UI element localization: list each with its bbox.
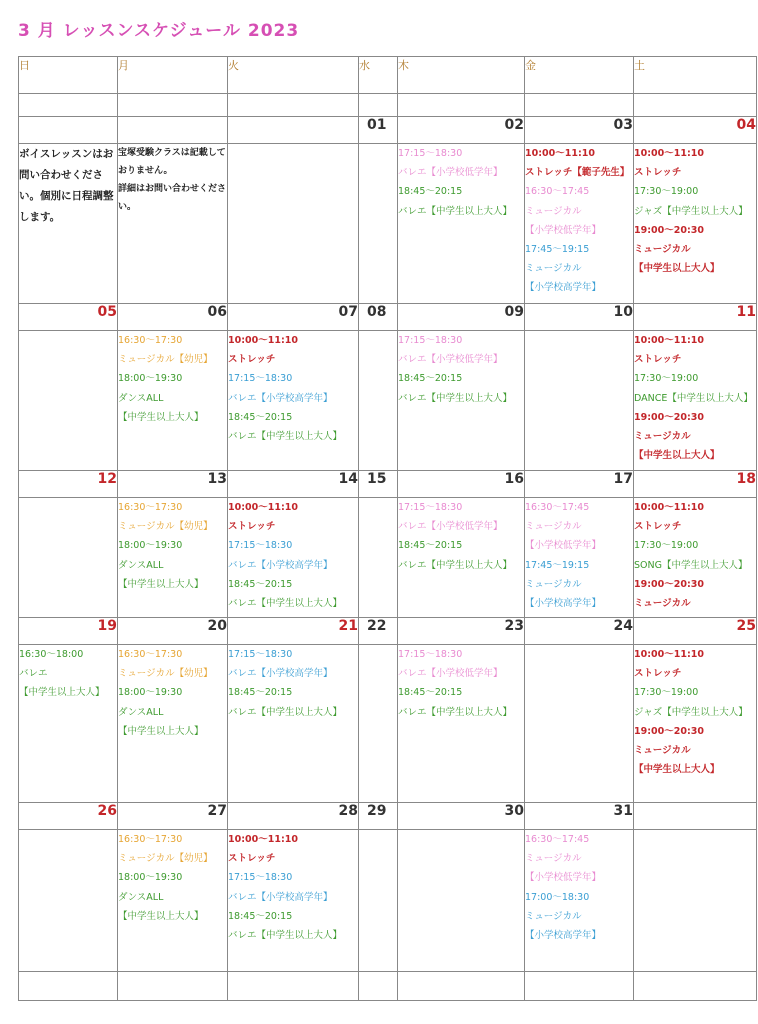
day-cell — [359, 331, 398, 471]
lesson-entry: 18:45〜20:15 — [228, 687, 293, 699]
date-number: 14 — [228, 471, 359, 498]
lesson-entry: 18:00〜19:30 — [118, 540, 183, 552]
day-cell — [634, 830, 757, 972]
lesson-entry: ダンスALL — [118, 706, 164, 718]
lesson-entry: DANCE【中学生以上大人】 — [634, 392, 753, 404]
lesson-entry: 【小学校低学年】 — [525, 540, 602, 552]
lesson-entry: バレエ【中学生以上大人】 — [398, 559, 513, 571]
day-cell — [118, 645, 228, 803]
date-number: 06 — [118, 304, 228, 331]
lesson-entry: 17:30〜19:00 — [634, 186, 699, 198]
date-number — [228, 117, 359, 144]
schedule-row — [19, 830, 757, 972]
date-number: 30 — [398, 803, 525, 830]
lesson-entry: 10:00〜11:10 — [228, 834, 298, 845]
lesson-entry: 18:00〜19:30 — [118, 872, 183, 884]
lesson-entry: 16:30〜18:00 — [19, 649, 84, 660]
day-cell — [228, 331, 359, 471]
takarazuka-note: 宝塚受験クラスは記載しておりません。 — [118, 148, 226, 176]
schedule-row — [19, 144, 757, 304]
lesson-entry: 19:00〜20:30 — [634, 578, 704, 590]
date-number: 31 — [525, 803, 634, 830]
day-cell — [525, 331, 634, 471]
date-number — [19, 117, 118, 144]
day-cell — [359, 498, 398, 618]
spacer-row — [19, 94, 757, 117]
date-number: 25 — [634, 618, 757, 645]
lesson-entry: バレエ【小学校高学年】 — [228, 891, 333, 903]
day-cell — [19, 645, 118, 803]
lesson-entry: バレエ【小学校高学年】 — [228, 668, 333, 680]
lesson-entry: 【中学生以上大人】 — [118, 578, 204, 590]
date-number: 16 — [398, 471, 525, 498]
lesson-entry: 16:30〜17:45 — [525, 186, 590, 198]
date-number: 20 — [118, 618, 228, 645]
weekday-wed: 水 — [359, 57, 398, 94]
weekday-tue: 火 — [228, 57, 359, 94]
lesson-entry: 17:45〜19:15 — [525, 559, 590, 571]
lesson-entry: 17:15〜18:30 — [398, 649, 463, 660]
date-row — [19, 304, 757, 331]
lesson-entry: ミュージカル — [634, 598, 691, 610]
day-cell — [525, 645, 634, 803]
date-number: 21 — [228, 618, 359, 645]
lesson-entry: バレエ【中学生以上大人】 — [228, 598, 343, 610]
lesson-entry: バレエ【中学生以上大人】 — [398, 706, 513, 718]
calendar-table — [18, 56, 757, 1001]
lesson-entry: 10:00〜11:10 — [634, 335, 704, 346]
lesson-entry: ストレッチ — [634, 354, 682, 366]
lesson-entry: ジャズ【中学生以上大人】 — [634, 205, 748, 217]
weekday-thu: 木 — [398, 57, 525, 94]
lesson-entry: ミュージカル — [525, 263, 582, 275]
lesson-entry: 【小学校高学年】 — [525, 282, 602, 294]
date-number: 26 — [19, 803, 118, 830]
lesson-entry: バレエ【小学校高学年】 — [228, 559, 333, 571]
day-cell — [359, 830, 398, 972]
schedule-row — [19, 498, 757, 618]
lesson-entry: 17:30〜19:00 — [634, 373, 699, 385]
lesson-entry: 16:30〜17:30 — [118, 834, 183, 845]
day-cell — [634, 498, 757, 618]
day-cell — [525, 830, 634, 972]
lesson-entry: 16:30〜17:45 — [525, 834, 590, 845]
lesson-entry: 16:30〜17:30 — [118, 502, 183, 513]
day-cell — [634, 144, 757, 304]
lesson-entry: ミュージカル【幼児】 — [118, 521, 213, 533]
lesson-entry: ダンスALL — [118, 891, 164, 903]
date-number: 03 — [525, 117, 634, 144]
lesson-entry: 【中学生以上大人】 — [118, 411, 204, 423]
lesson-entry: ストレッチ — [634, 167, 682, 179]
schedule-row — [19, 331, 757, 471]
date-number: 07 — [228, 304, 359, 331]
weekday-header-row — [19, 57, 757, 94]
day-cell — [634, 645, 757, 803]
date-number: 10 — [525, 304, 634, 331]
weekday-sat: 土 — [634, 57, 757, 94]
date-number — [634, 803, 757, 830]
lesson-entry: 18:45〜20:15 — [398, 687, 463, 699]
lesson-entry: 17:15〜18:30 — [398, 502, 463, 513]
takarazuka-note: 詳細はお問い合わせください。 — [118, 184, 227, 212]
lesson-entry: 18:45〜20:15 — [398, 186, 463, 198]
lesson-entry: 18:00〜19:30 — [118, 373, 183, 385]
date-number: 22 — [359, 618, 398, 645]
lesson-entry: 【中学生以上大人】 — [118, 725, 204, 737]
lesson-entry: 【中学生以上大人】 — [19, 687, 105, 699]
lesson-entry: 16:30〜17:45 — [525, 502, 590, 513]
lesson-entry: 18:45〜20:15 — [398, 540, 463, 552]
day-cell — [398, 331, 525, 471]
lesson-entry: ストレッチ — [634, 668, 682, 680]
lesson-entry: ミュージカル【幼児】 — [118, 853, 213, 865]
lesson-entry: バレエ【中学生以上大人】 — [228, 930, 343, 942]
lesson-entry: 17:15〜18:30 — [228, 649, 293, 660]
date-number: 17 — [525, 471, 634, 498]
lesson-entry: SONG【中学生以上大人】 — [634, 559, 748, 571]
day-cell — [398, 144, 525, 304]
day-cell — [634, 331, 757, 471]
lesson-entry: ミュージカル【幼児】 — [118, 354, 213, 366]
lesson-entry: ダンスALL — [118, 392, 164, 404]
lesson-entry: ストレッチ — [228, 354, 276, 366]
lesson-entry: バレエ【中学生以上大人】 — [228, 431, 343, 443]
lesson-entry: ミュージカル【幼児】 — [118, 668, 213, 680]
lesson-entry: 【中学生以上大人】 — [634, 263, 720, 275]
lesson-entry: 10:00〜11:10 — [634, 148, 704, 159]
weekday-mon: 月 — [118, 57, 228, 94]
day-cell — [19, 830, 118, 972]
lesson-entry: バレエ【小学校低学年】 — [398, 167, 503, 179]
lesson-entry: 【小学校高学年】 — [525, 598, 602, 610]
lesson-entry: 17:15〜18:30 — [398, 148, 463, 159]
day-cell — [118, 331, 228, 471]
lesson-entry: 17:15〜18:30 — [398, 335, 463, 346]
date-number: 04 — [634, 117, 757, 144]
day-cell — [525, 498, 634, 618]
lesson-entry: ストレッチ — [228, 521, 276, 533]
lesson-entry: バレエ【小学校低学年】 — [398, 668, 503, 680]
date-number: 15 — [359, 471, 398, 498]
day-cell — [19, 331, 118, 471]
date-number: 18 — [634, 471, 757, 498]
date-row — [19, 803, 757, 830]
lesson-entry: 【中学生以上大人】 — [118, 910, 204, 922]
date-number: 12 — [19, 471, 118, 498]
lesson-entry: 18:45〜20:15 — [228, 910, 293, 922]
date-row — [19, 471, 757, 498]
lesson-entry: 10:00〜11:10 — [634, 502, 704, 513]
lesson-entry: ミュージカル — [525, 578, 582, 590]
lesson-entry: 17:15〜18:30 — [228, 540, 293, 552]
date-number: 28 — [228, 803, 359, 830]
lesson-entry: バレエ【小学校低学年】 — [398, 521, 503, 533]
lesson-entry: ストレッチ — [228, 853, 276, 865]
lesson-entry: バレエ【中学生以上大人】 — [398, 392, 513, 404]
lesson-entry: 【中学生以上大人】 — [634, 764, 720, 776]
lesson-entry: ストレッチ — [634, 521, 682, 533]
lesson-entry: ミュージカル — [634, 244, 691, 256]
day-cell — [398, 645, 525, 803]
day-cell — [19, 498, 118, 618]
lesson-entry: 16:30〜17:30 — [118, 335, 183, 346]
lesson-entry: 17:00〜18:30 — [525, 891, 590, 903]
weekday-sun: 日 — [19, 57, 118, 94]
lesson-entry: 17:15〜18:30 — [228, 373, 293, 385]
date-number: 23 — [398, 618, 525, 645]
voice-lesson-note: ボイスレッスンはお問い合わせください。個別に日程調整します。 — [19, 148, 114, 223]
day-cell — [359, 144, 398, 304]
day-cell — [118, 498, 228, 618]
date-number: 24 — [525, 618, 634, 645]
lesson-entry: 18:45〜20:15 — [228, 411, 293, 423]
lesson-entry: ダンスALL — [118, 559, 164, 571]
lesson-entry: 19:00〜20:30 — [634, 411, 704, 423]
lesson-entry: 【中学生以上大人】 — [634, 450, 720, 462]
weekday-fri: 金 — [525, 57, 634, 94]
date-number: 13 — [118, 471, 228, 498]
lesson-entry: 17:45〜19:15 — [525, 244, 590, 256]
date-number: 02 — [398, 117, 525, 144]
lesson-entry: ミュージカル — [525, 910, 582, 922]
lesson-entry: 10:00〜11:10 — [634, 649, 704, 660]
schedule-row — [19, 645, 757, 803]
date-number: 09 — [398, 304, 525, 331]
lesson-entry: 19:00〜20:30 — [634, 725, 704, 737]
lesson-entry: 19:00〜20:30 — [634, 224, 704, 236]
lesson-entry: バレエ【小学校高学年】 — [228, 392, 333, 404]
lesson-entry: バレエ — [19, 668, 48, 680]
lesson-entry: バレエ【小学校低学年】 — [398, 354, 503, 366]
date-number: 27 — [118, 803, 228, 830]
date-row — [19, 618, 757, 645]
lesson-entry: 18:45〜20:15 — [228, 578, 293, 590]
lesson-entry: ストレッチ【範子先生】 — [525, 167, 630, 179]
day-cell — [228, 498, 359, 618]
date-number: 29 — [359, 803, 398, 830]
date-row — [19, 117, 757, 144]
lesson-entry: ミュージカル — [634, 745, 691, 757]
trailing-row — [19, 972, 757, 1001]
lesson-entry: 18:45〜20:15 — [398, 373, 463, 385]
date-number — [118, 117, 228, 144]
day-cell — [228, 830, 359, 972]
lesson-entry: ジャズ【中学生以上大人】 — [634, 706, 748, 718]
page-title: 3 月 レッスンスケジュール 2023 — [18, 21, 300, 41]
lesson-entry: ミュージカル — [634, 431, 691, 443]
lesson-entry: 17:30〜19:00 — [634, 687, 699, 699]
lesson-entry: 10:00〜11:10 — [525, 148, 595, 159]
day-cell — [398, 498, 525, 618]
lesson-entry: ミュージカル — [525, 205, 582, 217]
lesson-entry: 【小学校低学年】 — [525, 224, 602, 236]
date-number: 19 — [19, 618, 118, 645]
lesson-entry: 16:30〜17:30 — [118, 649, 183, 660]
date-number: 05 — [19, 304, 118, 331]
date-number: 08 — [359, 304, 398, 331]
lesson-entry: ミュージカル — [525, 521, 582, 533]
lesson-entry: 17:15〜18:30 — [228, 872, 293, 884]
day-cell — [228, 645, 359, 803]
day-cell — [359, 645, 398, 803]
lesson-entry: バレエ【中学生以上大人】 — [228, 706, 343, 718]
lesson-entry: 18:00〜19:30 — [118, 687, 183, 699]
lesson-entry: 【小学校高学年】 — [525, 930, 602, 942]
lesson-entry: 【小学校低学年】 — [525, 872, 602, 884]
day-cell — [228, 144, 359, 304]
lesson-entry: 10:00〜11:10 — [228, 335, 298, 346]
lesson-entry: 17:30〜19:00 — [634, 540, 699, 552]
date-number: 01 — [359, 117, 398, 144]
day-cell — [118, 144, 228, 304]
day-cell — [19, 144, 118, 304]
day-cell — [525, 144, 634, 304]
lesson-entry: ミュージカル — [525, 853, 582, 865]
lesson-entry: バレエ【中学生以上大人】 — [398, 205, 513, 217]
day-cell — [118, 830, 228, 972]
lesson-entry: 10:00〜11:10 — [228, 502, 298, 513]
date-number: 11 — [634, 304, 757, 331]
day-cell — [398, 830, 525, 972]
